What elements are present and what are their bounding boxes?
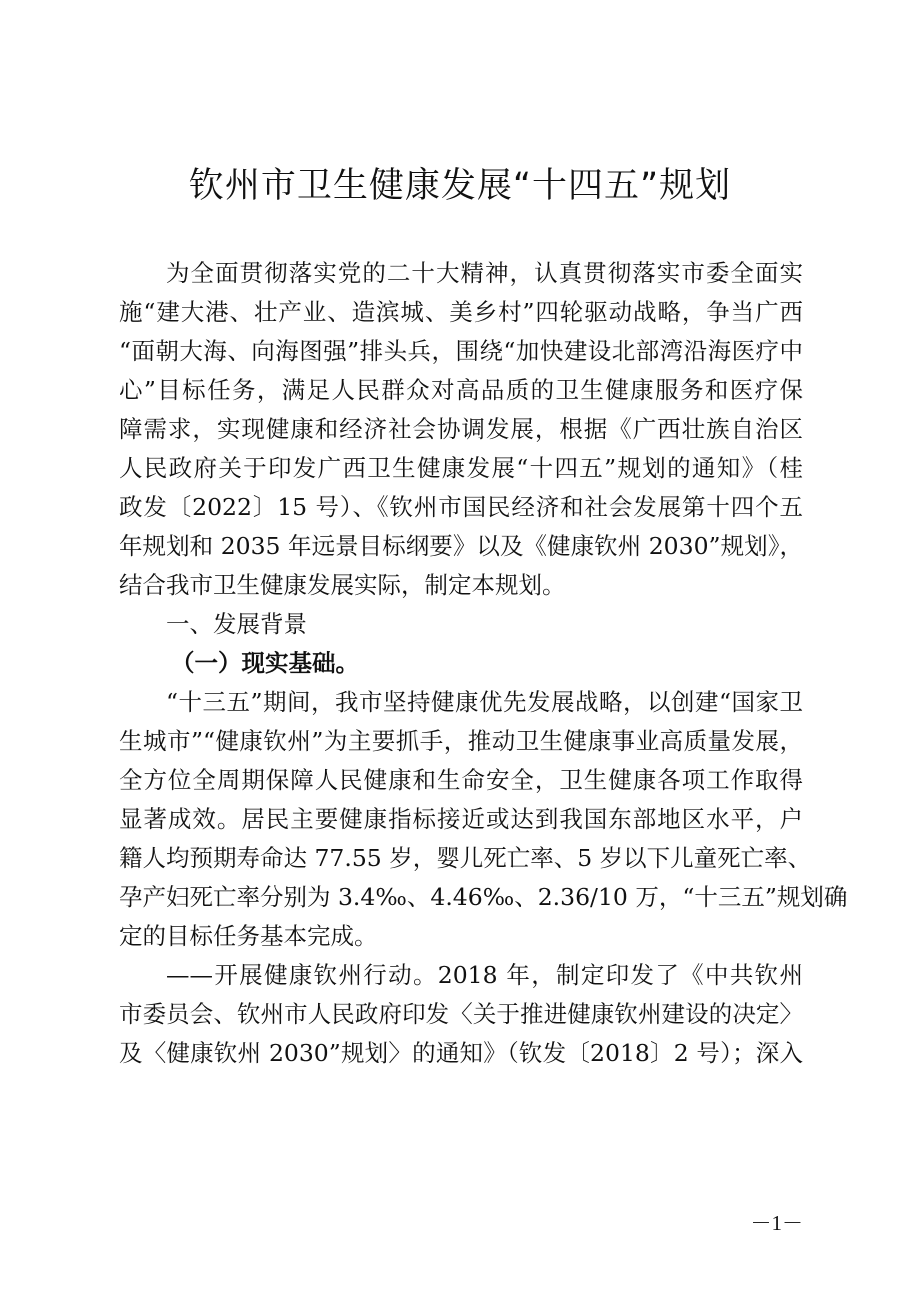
basis-line-4: 显著成效。居民主要健康指标接近或达到我国东部地区水平，户 [119, 805, 803, 833]
subsection-heading-current-basis: （一）现实基础。 [171, 649, 359, 677]
intro-line-3: “面朝大海、向海图强”排头兵，围绕“加快建设北部湾沿海医疗中 [119, 337, 803, 365]
basis-line-3: 全方位全周期保障人民健康和生命安全，卫生健康各项工作取得 [119, 766, 803, 794]
intro-line-9: 结合我市卫生健康发展实际，制定本规划。 [119, 571, 566, 599]
basis-line-1: “十三五”期间，我市坚持健康优先发展战略，以创建“国家卫 [166, 688, 803, 716]
intro-line-4: 心”目标任务，满足人民群众对高品质的卫生健康服务和医疗保 [119, 376, 803, 404]
basis-line-5: 籍人均预期寿命达 77.55 岁，婴儿死亡率、5 岁以下儿童死亡率、 [119, 844, 812, 872]
intro-line-5: 障需求，实现健康和经济社会协调发展，根据《广西壮族自治区 [119, 415, 803, 443]
action-line-2: 市委员会、钦州市人民政府印发〈关于推进健康钦州建设的决定〉 [119, 1000, 803, 1028]
action-line-3: 及〈健康钦州 2030”规划〉的通知》（钦发〔2018〕2 号）；深入 [119, 1039, 803, 1067]
action-line-1: ——开展健康钦州行动。2018 年，制定印发了《中共钦州 [166, 961, 803, 989]
basis-line-2: 生城市”“健康钦州”为主要抓手，推动卫生健康事业高质量发展， [119, 727, 803, 755]
intro-line-2: 施“建大港、壮产业、造滨城、美乡村”四轮驱动战略，争当广西 [119, 298, 803, 326]
document-body [119, 254, 848, 1073]
page-number: －1－ [750, 1211, 803, 1235]
intro-line-1: 为全面贯彻落实党的二十大精神，认真贯彻落实市委全面实 [166, 259, 803, 287]
basis-line-7: 定的目标任务基本完成。 [119, 922, 378, 950]
intro-line-8: 年规划和 2035 年远景目标纲要》以及《健康钦州 2030”规划》， [119, 532, 803, 560]
intro-line-6: 人民政府关于印发广西卫生健康发展“十四五”规划的通知》（桂 [119, 454, 803, 482]
document-title: 钦州市卫生健康发展“十四五”规划 [188, 166, 732, 206]
intro-line-7: 政发〔2022〕15 号）、《钦州市国民经济和社会发展第十四个五 [119, 493, 803, 521]
basis-line-6: 孕产妇死亡率分别为 3.4‰、4.46‰、2.36/10 万，“十三五”规划确 [119, 883, 848, 911]
section-heading-development-background: 一、发展背景 [166, 610, 307, 638]
